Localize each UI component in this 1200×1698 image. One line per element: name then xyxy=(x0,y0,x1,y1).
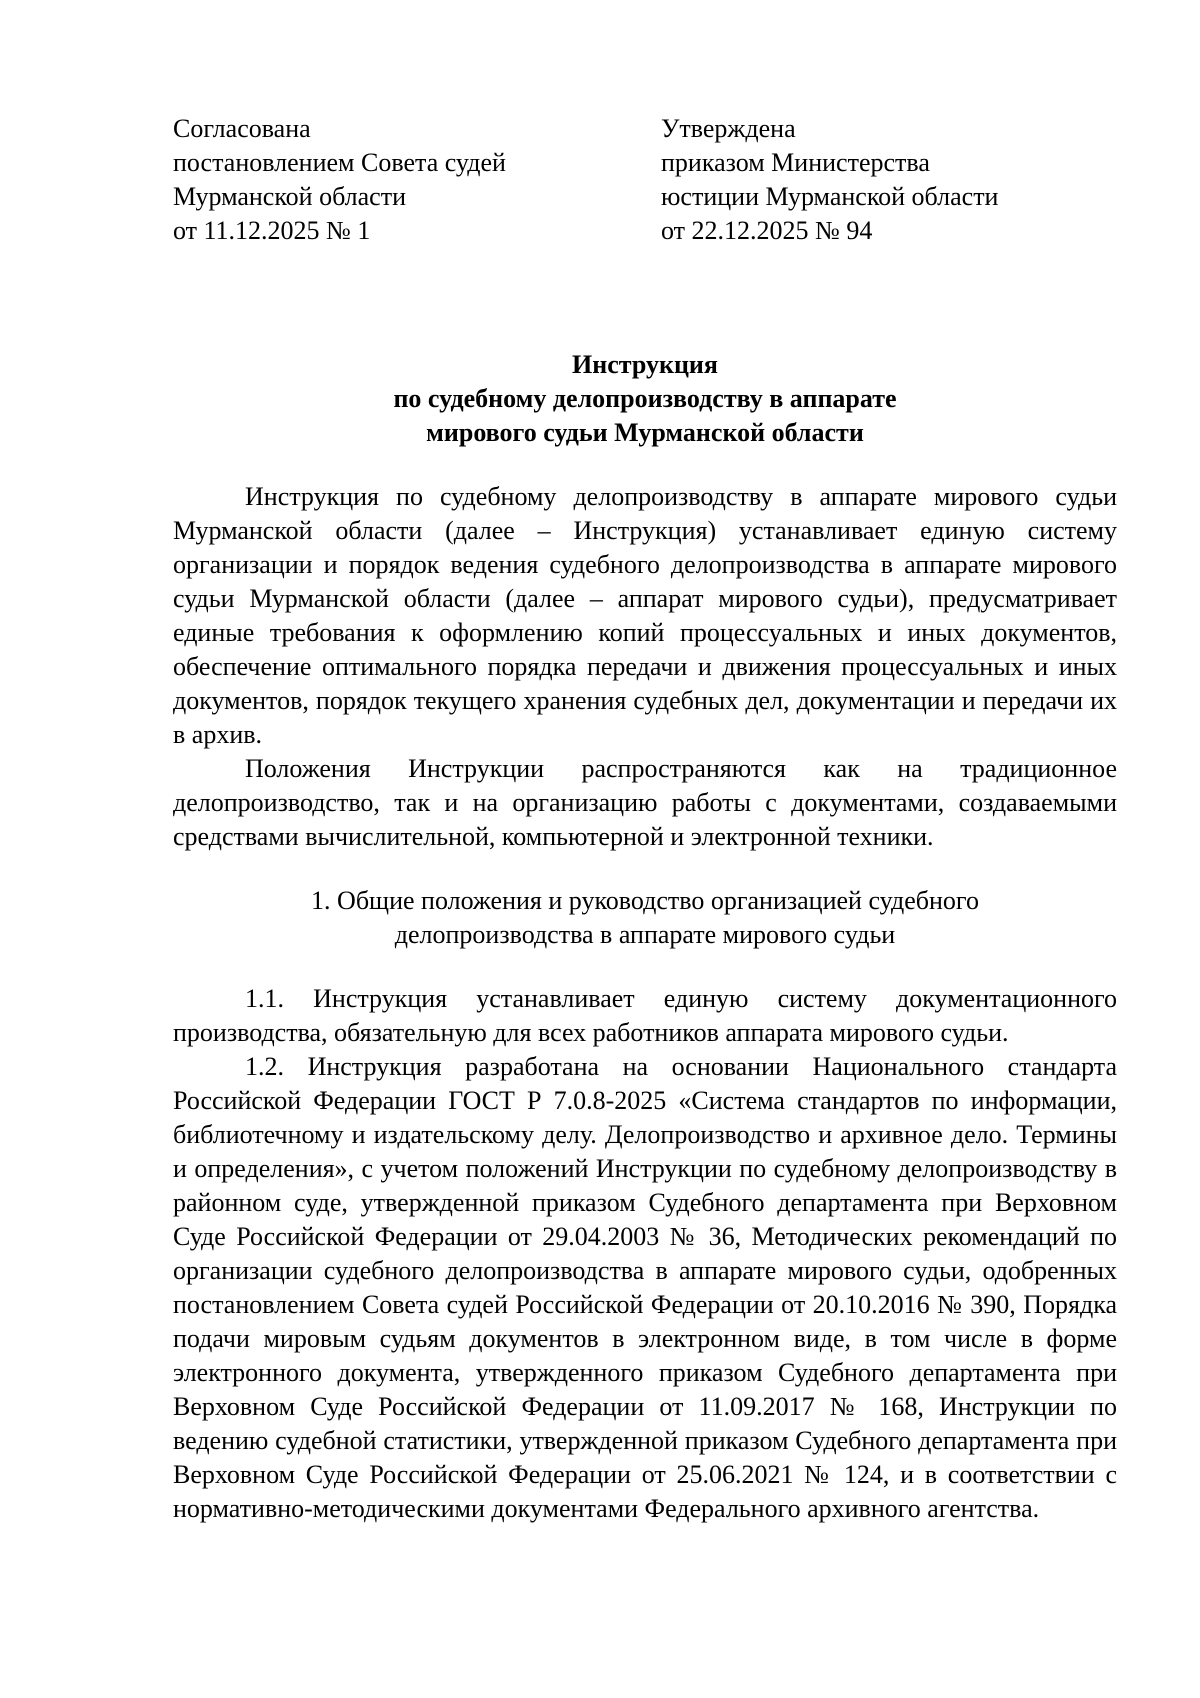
approval-block xyxy=(661,112,1061,248)
section-1-heading-line-1: 1. Общие положения и руководство организацией судебного xyxy=(311,886,979,915)
clause-1-2: 1.2. Инструкция разработана на основании Национального стандарта Российской Федерации ГОСТ Р 7.0.8-2025 «Система стандартов по информации, библиотечному и издательскому делу. Делопроизводство и архивное дело. Термины и определения», с учетом положений Инструкции по судебному делопроизводству в районном суде, утвержденной приказом Судебного департамента при Верховном Суде Российской Федерации от 29.04.2003 № 36, Методических рекомендаций по организации судебного делопроизводства в аппарате мирового судьи, одобренных постановлением Совета судей Российской Федерации от 20.10.2016 № 390, Порядка подачи мировым судьям документов в электронном виде, в том числе в форме электронного документа, утвержденного приказом Судебного департамента при Верховном Суде Российской Федерации от 11.09.2017 № 168, Инструкции по ведению судебной статистики, утвержденной приказом Судебного департамента при Верховном Суде Российской Федерации от 25.06.2021 № 124, и в соответствии с нормативно-методическими документами Федерального архивного агентства. xyxy=(173,1052,1117,1523)
agreement-line-4: от 11.12.2025 № 1 xyxy=(173,216,371,245)
approval-header xyxy=(173,112,1117,248)
approval-line-4: от 22.12.2025 № 94 xyxy=(661,216,873,245)
approval-line-3: юстиции Мурманской области xyxy=(661,182,999,211)
document-title xyxy=(173,348,1117,450)
intro-paragraph-2: Положения Инструкции распространяются как на традиционное делопроизводство, так и на организацию работы с документами, создаваемыми средствами вычислительной, компьютерной и электронной техники. xyxy=(173,754,1117,851)
intro-section xyxy=(173,480,1117,854)
section-1-heading-line-2: делопроизводства в аппарате мирового судьи xyxy=(394,920,896,949)
title-line-2: по судебному делопроизводству в аппарате xyxy=(393,384,897,413)
document-page xyxy=(173,112,1117,1526)
agreement-line-1: Согласована xyxy=(173,114,311,143)
section-1-body xyxy=(173,982,1117,1526)
agreement-line-2: постановлением Совета судей xyxy=(173,148,506,177)
agreement-block xyxy=(173,112,543,248)
agreement-line-3: Мурманской области xyxy=(173,182,406,211)
title-line-1: Инструкция xyxy=(572,350,718,379)
title-line-3: мирового судьи Мурманской области xyxy=(426,418,864,447)
clause-1-1: 1.1. Инструкция устанавливает единую систему документационного производства, обязательную для всех работников аппарата мирового судьи. xyxy=(173,984,1117,1047)
intro-paragraph-1: Инструкция по судебному делопроизводству в аппарате мирового судьи Мурманской области (далее – Инструкция) устанавливает единую систему организации и порядок ведения судебного делопроизводства в аппарате мирового судьи Мурманской области (далее – аппарат мирового судьи), предусматривает единые требования к оформлению копий процессуальных и иных документов, обеспечение оптимального порядка передачи и движения процессуальных и иных документов, порядок текущего хранения судебных дел, документации и передачи их в архив. xyxy=(173,482,1117,749)
section-1-heading xyxy=(173,884,1117,952)
approval-line-1: Утверждена xyxy=(661,114,796,143)
approval-line-2: приказом Министерства xyxy=(661,148,930,177)
